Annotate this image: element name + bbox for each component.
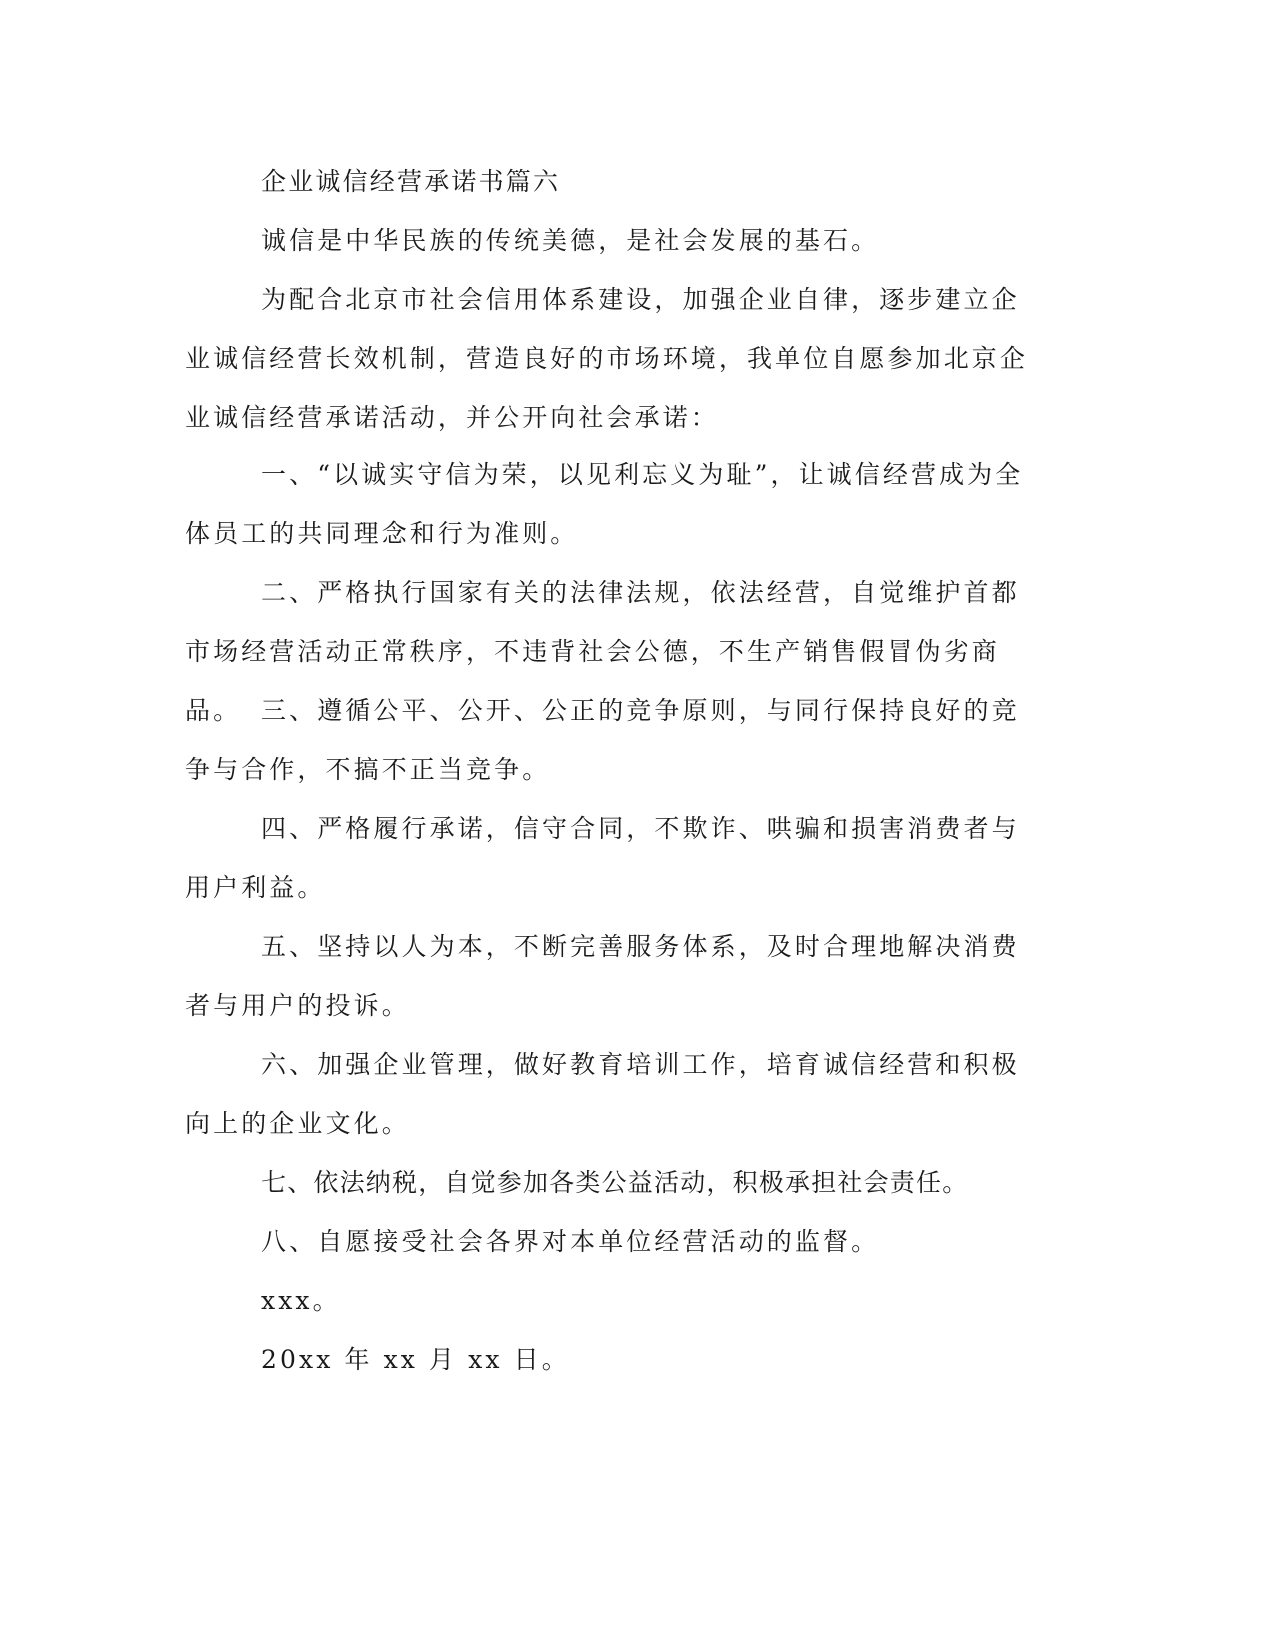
- document-title: 企业诚信经营承诺书篇六: [261, 167, 561, 196]
- paragraph-intro: 诚信是中华民族的传统美德，是社会发展的基石。: [261, 226, 880, 255]
- signature-line: xxx。: [261, 1286, 341, 1315]
- date-line: 20xx 年 xx 月 xx 日。: [261, 1345, 570, 1374]
- paragraph-item-6: 六、加强企业管理，做好教育培训工作，培育诚信经营和积极向上的企业文化。: [185, 1050, 1020, 1138]
- paragraph-item-1: 一、“以诚实守信为荣，以见利忘义为耻”，让诚信经营成为全体员工的共同理念和行为准则。: [185, 460, 1024, 548]
- paragraph-item-8: 八、自愿接受社会各界对本单位经营活动的监督。: [261, 1227, 880, 1256]
- paragraph-item-5: 五、坚持以人为本，不断完善服务体系，及时合理地解决消费者与用户的投诉。: [185, 932, 1020, 1020]
- paragraph-item-2: 二、严格执行国家有关的法律法规，依法经营，自觉维护首都市场经营活动正常秩序，不违背社会公德，不生产销售假冒伪劣商品。: [185, 578, 1020, 725]
- paragraph-purpose: 为配合北京市社会信用体系建设，加强企业自律，逐步建立企业诚信经营长效机制，营造良好的市场环境，我单位自愿参加北京企业诚信经营承诺活动，并公开向社会承诺：: [185, 285, 1029, 432]
- paragraph-item-3: 三、遵循公平、公开、公正的竞争原则，与同行保持良好的竞争与合作，不搞不正当竞争。: [185, 696, 1020, 784]
- paragraph-item-4: 四、严格履行承诺，信守合同，不欺诈、哄骗和损害消费者与用户利益。: [185, 814, 1020, 902]
- paragraph-item-7: 七、依法纳税，自觉参加各类公益活动，积极承担社会责任。: [261, 1168, 969, 1197]
